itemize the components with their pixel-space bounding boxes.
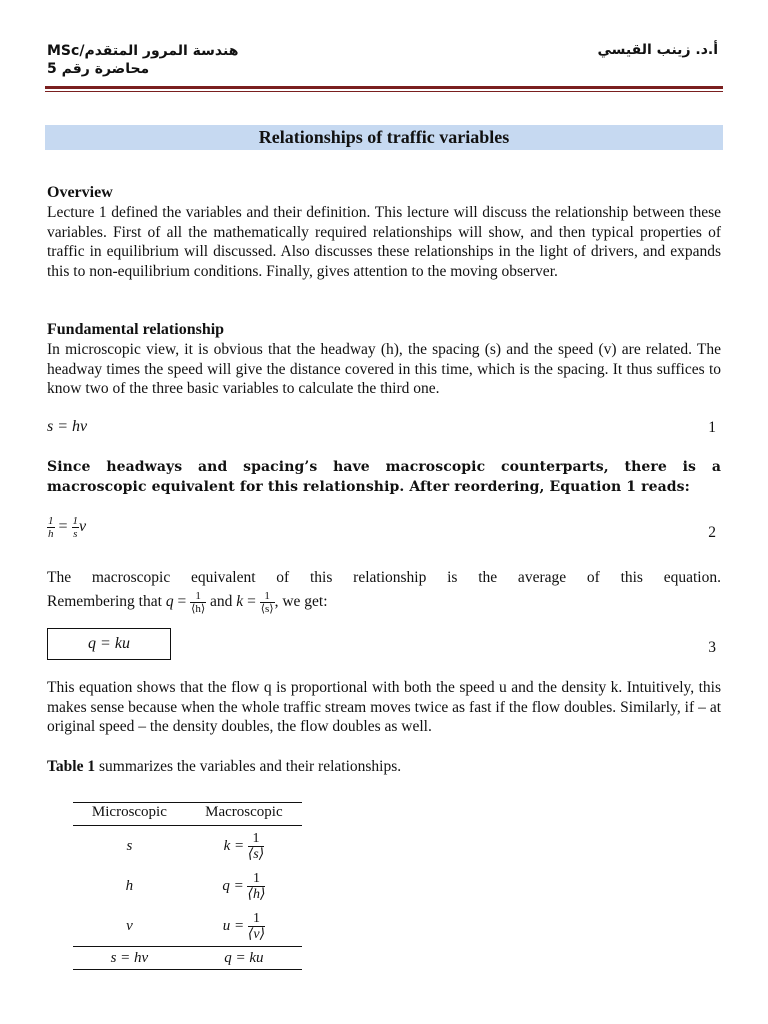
average-line-1: The macroscopic equivalent of this relationship is the average of this equation. xyxy=(47,569,721,586)
table-row xyxy=(73,826,302,867)
fraction-1-over-mean-h: $\frac{1}{⟨h⟩}$ xyxy=(191,589,206,615)
micro-cell: h xyxy=(125,877,134,894)
equation-2-number: 2 xyxy=(708,524,716,541)
equation-3-number: 3 xyxy=(708,639,716,656)
average-line-2: Remembering that q = $\frac{1}{⟨h⟩}$ and k = $\frac{1}{⟨s⟩}$ , we get: xyxy=(47,589,328,615)
page-title: Relationships of traffic variables xyxy=(45,125,723,150)
micro-cell: v xyxy=(126,917,133,934)
micro-summary: s = hv xyxy=(73,947,186,970)
macro-cell: q = $\frac{1}{⟨h⟩}$ xyxy=(222,870,266,902)
variables-table xyxy=(73,802,302,970)
header-macroscopic: Macroscopic xyxy=(186,803,302,826)
fraction-1-over-h: $\frac{1}{h}$ xyxy=(48,515,54,540)
macro-cell: u = $\frac{1}{⟨v⟩}$ xyxy=(222,910,266,942)
table-row xyxy=(73,906,302,947)
fraction-1-over-s: $\frac{1}{s}$ xyxy=(72,515,79,540)
author-name: أ.د. زينب القيسي xyxy=(597,42,718,58)
equation-3-boxed: q = ku xyxy=(47,628,171,660)
fraction-1-over-mean-s: $\frac{1}{⟨s⟩}$ xyxy=(260,589,274,615)
table-header-row xyxy=(73,803,302,826)
header-divider-thin xyxy=(45,91,723,92)
macroscopic-paragraph: Since headways and spacing’s have macroscopic counterparts, there is a macroscopic equivalent for this relationship. After reordering, Equation 1 reads: xyxy=(47,459,721,495)
table-intro: Table 1 summarizes the variables and their relationships. xyxy=(47,758,402,775)
flow-paragraph: This equation shows that the flow q is proportional with both the speed u and the density k. Intuitively, this makes sense because when the whole traffic stream moves twice as fast if the flow doubles. Similarly, if – at original speed – the density doubles, the flow doubles as well. xyxy=(47,679,721,736)
equation-2: $\frac{1}{h}$ = $\frac{1}{s}$ v xyxy=(48,515,87,540)
equation-1: s = hv xyxy=(47,418,88,435)
overview-heading: Overview xyxy=(47,184,113,201)
overview-paragraph: Lecture 1 defined the variables and their definition. This lecture will discuss the relationship between these variables. First of all the mathematically required relationships will show, and then typical properties of traffic in equilibrium will discussed. Also discusses these relationships in the light of drivers, and expands this to non-equilibrium conditions. Finally, gives attention to the moving observer. xyxy=(47,204,721,280)
average-paragraph xyxy=(47,568,721,615)
lecture-number: محاضرة رقم 5 xyxy=(47,61,150,77)
course-title: MSc/هندسة المرور المتقدم xyxy=(47,43,239,59)
header-divider-thick xyxy=(45,86,723,89)
table-row xyxy=(73,866,302,906)
micro-cell: s xyxy=(126,837,133,854)
fundamental-heading: Fundamental relationship xyxy=(47,321,225,338)
table-summary-row xyxy=(73,947,302,970)
header-microscopic: Microscopic xyxy=(73,803,186,826)
macro-summary: q = ku xyxy=(186,947,302,970)
macro-cell: k = $\frac{1}{⟨s⟩}$ xyxy=(223,830,265,862)
equation-1-number: 1 xyxy=(708,419,716,436)
fundamental-paragraph: In microscopic view, it is obvious that the headway (h), the spacing (s) and the speed (v) are related. The headway times the speed will give the distance covered in this time, which is the spacing. It thus suffices to know two of the three basic variables to calculate the third one. xyxy=(47,341,721,398)
header-course-info xyxy=(47,42,238,78)
